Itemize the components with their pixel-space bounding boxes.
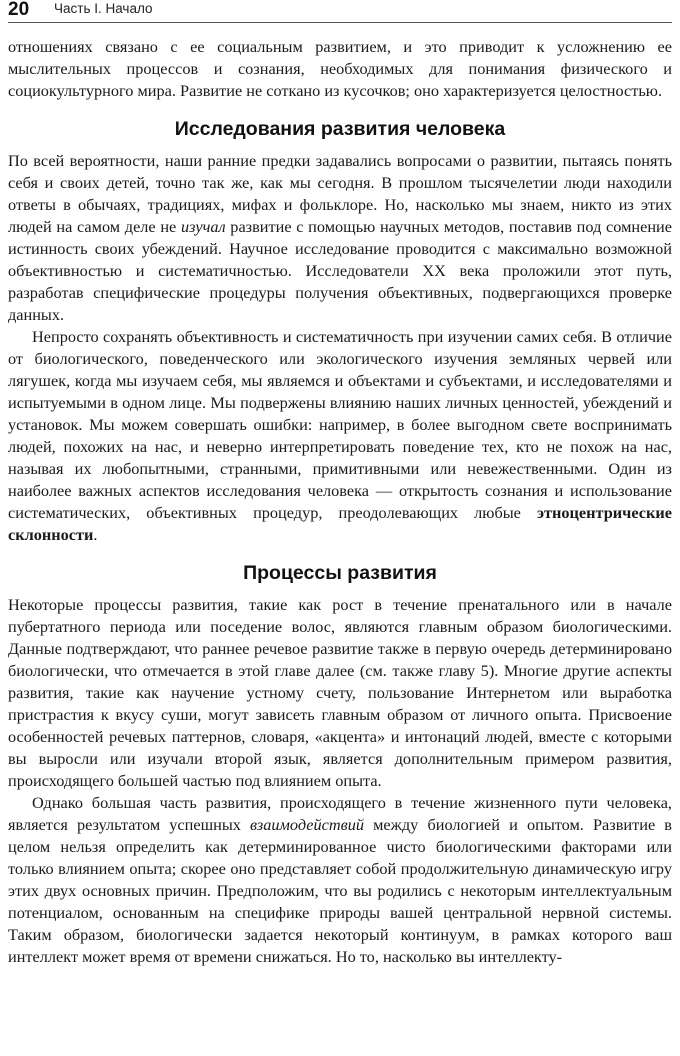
key-term: этноцентрические склонности (8, 503, 672, 544)
running-head: Часть I. Начало (54, 1, 153, 16)
paragraph (8, 150, 672, 326)
italic-emphasis: изучал (180, 217, 226, 236)
section-heading-processes: Процессы развития (243, 562, 437, 584)
text-run: между биологией и опытом. Развитие в целом нельзя определить как детерминированное чисто биологическими факторами или только влиянием опыта; скорее оно представляет собой продолжительную динамическую игру этих двух основных причин. Предположим, что вы родились с некоторым интеллектуальным потенциалом, основанным на специфике природы вашей центральной нервной системы. Таким образом, биологически задается некоторый континуум, в рамках которого ваш интеллект может время от времени снижаться. Но то, насколько вы интеллекту- (8, 815, 672, 966)
paragraph: Некоторые процессы развития, такие как рост в течение пренатального или в начале пубертатного периода или поседение волос, являются главным образом биологическими. Данные подтверждают, что раннее речевое развитие также в первую очередь детерминировано биологически, что отмечается в этой главе далее (см. также главу 5). Многие другие аспекты развития, такие как научение устному счету, пользование Интернетом или выработка пристрастия к вкусу суши, могут зависеть главным образом от личного опыта. Присвоение особенностей речевых паттернов, словаря, «акцента» и интонаций людей, вместе с которыми вы выросли или изучали второй язык, является дополнительным примером развития, происходящего большей частью под влиянием опыта. (8, 595, 672, 790)
text-run: Непросто сохранять объективность и систематичность при изучении самих себя. В отличие от биологического, поведенческого или экологического изучения земляных червей или лягушек, когда мы изучаем себя, мы являемся и объектами и субъектами, и исследователями и испытуемыми в одном лице. Мы подвержены влиянию наших личных ценностей, убеждений и установок. Мы можем совершать ошибки: например, в более выгодном свете воспринимать людей, похожих на нас, и неверно интерпретировать поведение тех, кто не похож на нас, называя их любопытными, странными, примитивными или невежественными. Один из наиболее важных аспектов исследования человека — открытость сознания и использование систематических, объективных процедур, преодолевающих любые (8, 327, 672, 522)
continued-paragraph: отношениях связано с ее социальным развитием, и это приводит к усложнению ее мыслительных процессов и сознания, необходимых для понимания физического и социокультурного мира. Развитие не соткано из кусочков; оно характеризуется целостностью. (8, 37, 672, 100)
section-heading-research: Исследования развития человека (174, 118, 506, 140)
text-run: . (93, 525, 98, 544)
italic-emphasis: взаимодействий (250, 815, 364, 834)
page-number: 20 (8, 0, 30, 20)
page-body (8, 36, 672, 968)
paragraph (8, 326, 672, 546)
text-run: развитие с помощью научных методов, поставив под сомнение истинность своих убеждений. Научное исследование проводится с максимально возможной объективностью и систематичностью. Исследователи XX века проложили этот путь, разработав специфические процедуры получения объективных, подвергающихся проверке данных. (8, 217, 672, 324)
text-run: По всей вероятности, наши ранние предки задавались вопросами о развитии, пытаясь понять себя и своих детей, точно так же, как мы сегодня. В прошлом тысячелетии люди находили ответы в обычаях, традициях, мифах и фольклоре. Но, насколько мы знаем, никто из этих людей на самом деле не (8, 151, 672, 236)
page-header (8, 0, 672, 23)
text-run: Однако большая часть развития, происходящего в течение жизненного пути человека, является результатом успешных (8, 793, 672, 834)
paragraph (8, 792, 672, 968)
